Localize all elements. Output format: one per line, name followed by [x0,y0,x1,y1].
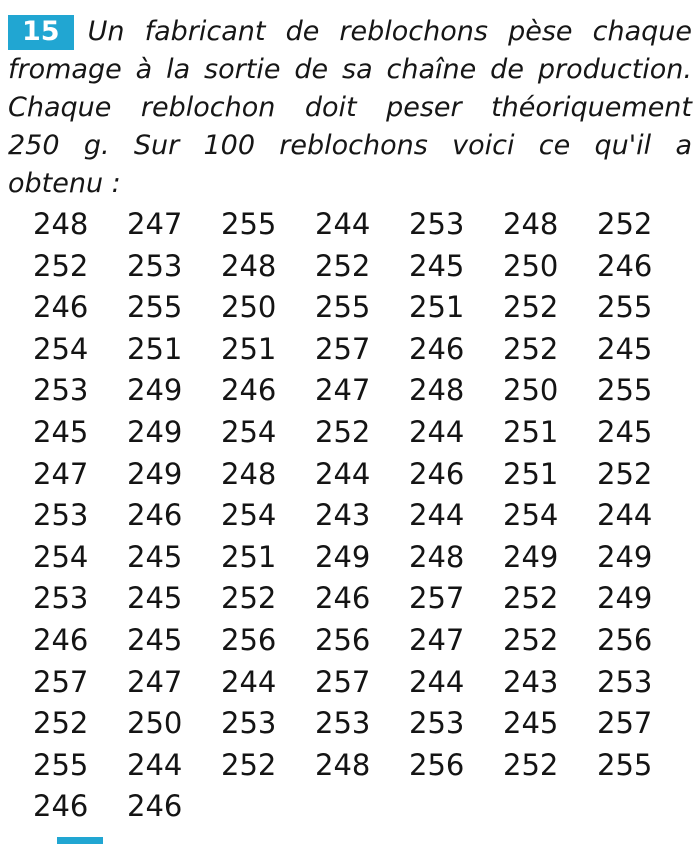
weight-value: 248 [503,207,559,241]
weight-value: 244 [409,498,465,533]
table-row [33,246,700,288]
weight-value: 245 [597,414,653,449]
weight-value: 254 [33,331,89,366]
weight-value: 252 [503,331,559,366]
table-row [33,703,700,745]
next-exercise-badge-partial [57,837,103,844]
weight-value: 244 [409,414,465,449]
weight-value: 246 [127,498,183,533]
weight-value: 252 [315,414,371,449]
weight-value: 243 [503,664,559,699]
weight-value: 248 [221,456,277,491]
table-row [33,329,700,371]
weight-value: 257 [597,706,653,741]
weight-value: 246 [409,456,465,491]
weight-value: 249 [597,581,653,616]
statement-text-1: Un fabricant de reblochons pèse chaque [87,16,692,47]
weight-value: 257 [315,664,371,699]
table-row [33,370,700,412]
weight-value: 253 [315,706,371,741]
weight-value: 257 [315,331,371,366]
statement-line-3: Chaque reblochon doit peser théoriquement [8,92,692,123]
weight-value: 245 [127,581,183,616]
weight-value: 252 [597,456,653,491]
weight-value: 246 [221,373,277,408]
table-row [33,495,700,537]
weight-value: 251 [503,456,559,491]
weight-value: 244 [597,498,653,533]
weight-value: 253 [597,664,653,699]
weight-value: 256 [597,622,653,657]
weight-value: 253 [221,706,277,741]
weight-value: 246 [33,789,89,824]
weight-value: 252 [503,290,559,325]
weight-value: 251 [221,539,277,574]
weight-value: 254 [221,414,277,449]
weight-value: 244 [221,664,277,699]
weight-value: 248 [409,539,465,574]
weight-value: 246 [33,622,89,657]
statement-line-5: obtenu : [8,168,121,199]
weight-value: 252 [597,207,653,241]
weight-value: 252 [33,706,89,741]
table-row [33,204,700,246]
weight-value: 249 [127,456,183,491]
weight-value: 252 [503,581,559,616]
weight-value: 254 [503,498,559,533]
weight-value: 253 [33,498,89,533]
weight-value: 255 [597,747,653,782]
weight-value: 254 [33,539,89,574]
exercise-number-badge: 15 [8,15,74,50]
weight-value: 251 [409,290,465,325]
weight-value: 249 [127,414,183,449]
weight-value: 248 [33,207,89,241]
weight-value: 255 [221,207,277,241]
table-row [33,745,700,787]
weight-value: 249 [503,539,559,574]
weight-value: 244 [127,747,183,782]
weight-value: 256 [221,622,277,657]
weight-value: 245 [33,414,89,449]
table-row [33,662,700,704]
weight-value: 250 [503,248,559,283]
weight-value: 253 [127,248,183,283]
weight-value: 254 [221,498,277,533]
weight-value: 252 [221,747,277,782]
weight-value: 253 [409,706,465,741]
weight-value: 249 [597,539,653,574]
table-row [33,537,700,579]
table-row [33,287,700,329]
weight-value: 243 [315,498,371,533]
weight-value: 255 [597,290,653,325]
statement-line-4: 250 g. Sur 100 reblochons voici ce qu'il a [8,130,692,161]
weight-value: 255 [127,290,183,325]
weight-value: 250 [221,290,277,325]
weight-value: 252 [503,622,559,657]
weight-value: 248 [315,747,371,782]
statement-line-1 [8,13,692,51]
weight-value: 249 [315,539,371,574]
weight-value: 252 [33,248,89,283]
weight-value: 252 [503,747,559,782]
weight-value: 248 [409,373,465,408]
weight-value: 255 [33,747,89,782]
weight-value: 251 [221,331,277,366]
weight-value: 244 [315,207,371,241]
weight-value: 245 [127,622,183,657]
weight-value: 245 [127,539,183,574]
weight-value: 246 [597,248,653,283]
weight-value: 246 [127,789,183,824]
weights-grid [33,204,700,828]
weight-value: 246 [315,581,371,616]
weight-value: 247 [127,664,183,699]
table-row [33,454,700,496]
weight-value: 247 [33,456,89,491]
weight-value: 256 [315,622,371,657]
exercise-statement [0,0,700,203]
weight-value: 251 [503,414,559,449]
statement-line-2: fromage à la sortie de sa chaîne de production. [8,54,692,85]
weight-value: 256 [409,747,465,782]
table-row [33,620,700,662]
weight-value: 247 [409,622,465,657]
weight-value: 251 [127,331,183,366]
weight-value: 247 [315,373,371,408]
weight-value: 257 [33,664,89,699]
weight-value: 245 [409,248,465,283]
weight-value: 252 [221,581,277,616]
weight-value: 246 [33,290,89,325]
weight-value: 247 [127,207,183,241]
weight-value: 245 [597,331,653,366]
weight-value: 257 [409,581,465,616]
weight-value: 248 [221,248,277,283]
weight-value: 253 [409,207,465,241]
weight-value: 249 [127,373,183,408]
weight-value: 255 [315,290,371,325]
weight-value: 250 [503,373,559,408]
weight-value: 253 [33,373,89,408]
weight-value: 250 [127,706,183,741]
weight-value: 255 [597,373,653,408]
table-row [33,412,700,454]
weight-value: 246 [409,331,465,366]
weight-value: 245 [503,706,559,741]
table-row [33,578,700,620]
weight-value: 244 [315,456,371,491]
weight-value: 244 [409,664,465,699]
weight-value: 253 [33,581,89,616]
table-row [33,786,700,828]
weight-value: 252 [315,248,371,283]
